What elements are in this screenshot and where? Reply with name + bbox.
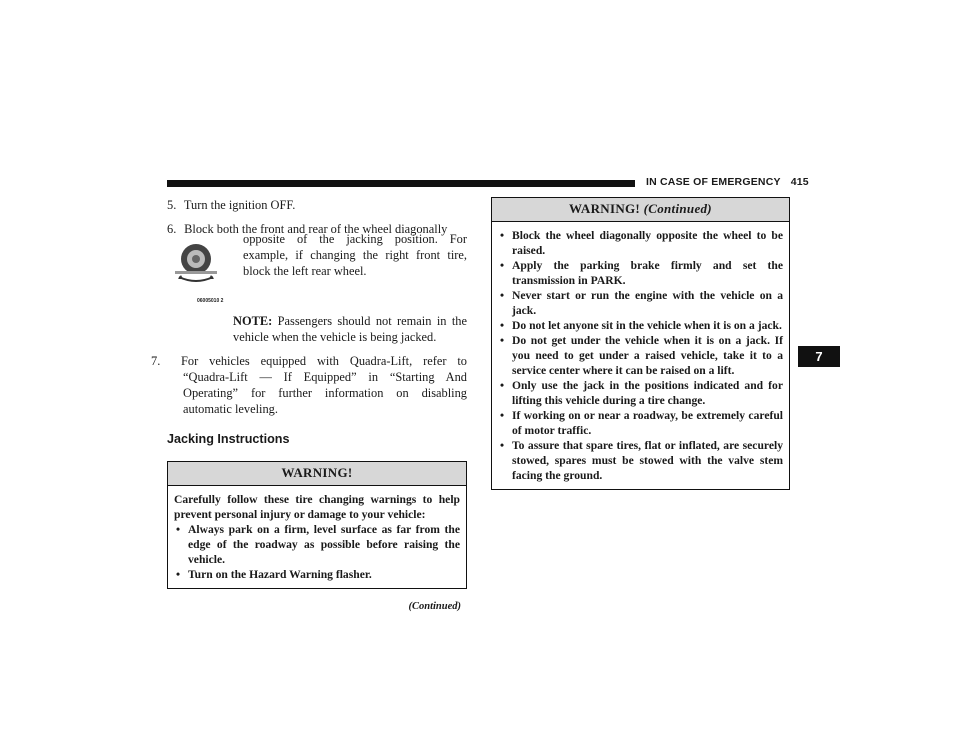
warning-item: • Only use the jack in the positions indicated and for lifting this vehicle during a tire change. xyxy=(500,379,783,407)
warning-item: • To assure that spare tires, flat or inflated, are securely stowed, spares must be stowed with the valve stem facing the ground. xyxy=(500,439,783,482)
warning-list-continued xyxy=(498,228,783,483)
warning-body xyxy=(168,486,466,588)
left-column xyxy=(151,197,467,615)
warning-item: • Apply the parking brake firmly and set the transmission in PARK. xyxy=(500,259,783,287)
warning-intro: Carefully follow these tire changing warnings to help prevent personal injury or damage to your vehicle: xyxy=(174,493,460,522)
warning-item: • Always park on a firm, level surface as far from the edge of the roadway as possible before raising the vehicle. xyxy=(176,523,460,567)
continued-label: (Continued) xyxy=(408,601,461,613)
warning-box-continued xyxy=(491,197,790,490)
wheel-figure-block xyxy=(167,231,467,304)
note xyxy=(233,313,467,345)
warning-list xyxy=(174,522,460,582)
image-code: 06005010 2 xyxy=(197,298,224,304)
warning-item: • Turn on the Hazard Warning flasher. xyxy=(176,568,372,582)
note-label: NOTE: xyxy=(233,314,273,329)
page-number: 415 xyxy=(790,176,809,188)
warning-body-continued xyxy=(492,222,789,489)
note-text: Passengers should not remain in the vehicle when the vehicle is being jacked. xyxy=(233,314,467,345)
warning-title-continued: WARNING! (Continued) xyxy=(492,198,789,222)
step-6-lead: 6. Block both the front and rear of the wheel diagonally xyxy=(167,222,448,236)
chapter-tab: 7 xyxy=(798,346,840,367)
warning-item: • If working on or near a roadway, be extremely careful of motor traffic. xyxy=(500,409,783,437)
warning-box xyxy=(167,461,467,589)
wheel-chock-icon xyxy=(169,239,225,291)
warning-item: • Block the wheel diagonally opposite the wheel to be raised. xyxy=(500,229,783,257)
step-6-continued: opposite of the jacking position. For example, if changing the right front tire, block the left rear wheel. xyxy=(243,232,467,278)
header-rule xyxy=(167,180,635,187)
warning-item: • Do not let anyone sit in the vehicle when it is on a jack. xyxy=(500,319,782,332)
running-header xyxy=(646,176,809,188)
warning-title: WARNING! xyxy=(168,462,466,486)
step-7: 7. For vehicles equipped with Quadra-Lift, refer to “Quadra-Lift — If Equipped” in “Starting And Operating” for further information on disabling automatic leveling. xyxy=(151,354,467,417)
section-name: IN CASE OF EMERGENCY xyxy=(646,176,781,188)
section-title: Jacking Instructions xyxy=(167,432,290,447)
right-column xyxy=(491,197,790,490)
step-5: 5. Turn the ignition OFF. xyxy=(167,198,296,212)
warning-item: • Do not get under the vehicle when it is on a jack. If you need to get under a raised vehicle, take it to a service center where it can be raised on a lift. xyxy=(500,334,783,377)
warning-item: • Never start or run the engine with the vehicle on a jack. xyxy=(500,289,783,317)
